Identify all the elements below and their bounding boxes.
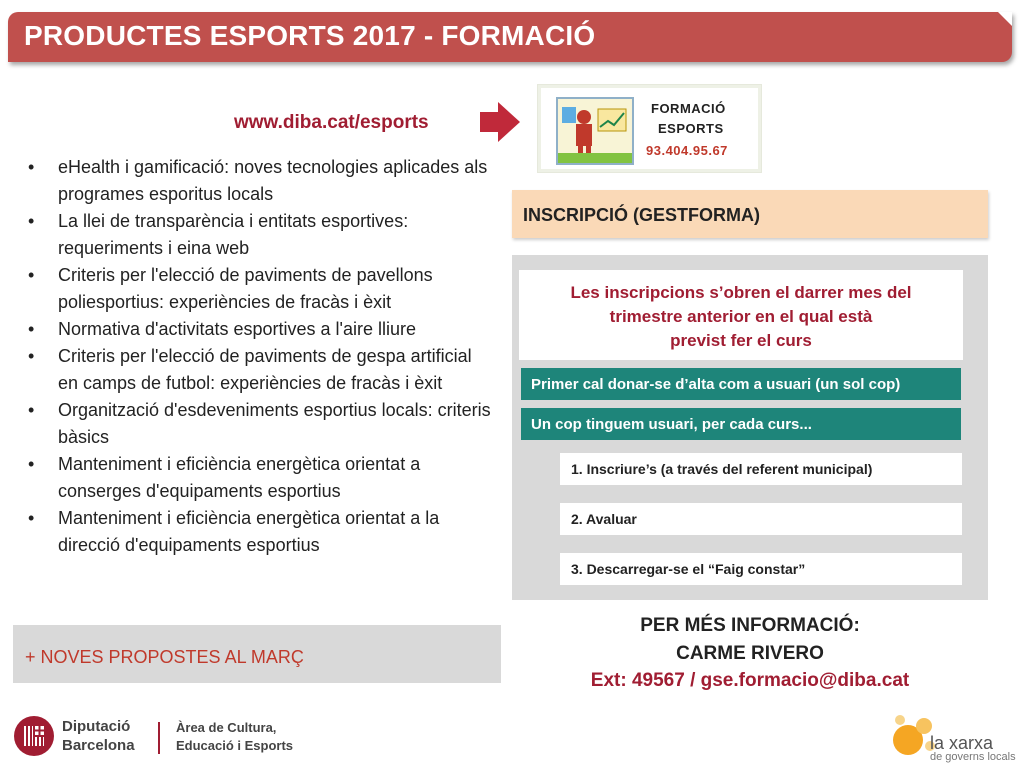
signup-step-bar [521, 368, 961, 400]
list-item: • eHealth i gamificació: noves tecnologies aplicades als programes esporitus locals [24, 154, 494, 208]
new-proposals-box [13, 625, 501, 683]
title-bar [8, 12, 1012, 62]
area-name-line-1: Àrea de Cultura, [176, 720, 277, 735]
list-item: • La llei de transparència i entitats esportives: requeriments i eina web [24, 208, 494, 262]
formacio-esports-logo [537, 84, 762, 173]
step-evaluate-label: 2. Avaluar [571, 511, 637, 527]
registration-heading: INSCRIPCIÓ (GESTFORMA) [523, 205, 760, 225]
website-link[interactable]: www.diba.cat/esports [234, 112, 429, 133]
org-name-line-2: Barcelona [62, 737, 135, 754]
right-arrow-icon [478, 100, 522, 144]
org-name-line-1: Diputació [62, 718, 131, 735]
network-subtitle: de governs locals [930, 751, 1016, 763]
list-item: • Criteris per l'elecció de paviments de pavellons poliesportius: experiències de fracàs i èxit [24, 262, 494, 316]
per-course-step-bar [521, 408, 961, 440]
signup-step-label: Primer cal donar-se d’alta com a usuari (un sol cop) [531, 376, 901, 393]
notice-line-1: Les inscripcions s’obren el darrer mes del [570, 283, 912, 302]
step-register [560, 453, 962, 485]
notice-line-2: trimestre anterior en el qual està [609, 307, 873, 326]
new-proposals-label: + NOVES PROPOSTES AL MARÇ [25, 647, 304, 667]
notice-line-3: previst fer el curs [670, 331, 812, 350]
per-course-step-label: Un cop tinguem usuari, per cada curs... [531, 416, 812, 433]
list-item: • Criteris per l'elecció de paviments de gespa artificial en camps de futbol: experiències de fracàs i èxit [24, 343, 494, 397]
list-item: • Manteniment i eficiència energètica orientat a la direcció d'equipaments esportius [24, 505, 494, 559]
info-title: PER MÉS INFORMACIÓ: [640, 615, 860, 636]
logo-line-2: ESPORTS [658, 121, 724, 136]
title-corner-cut [998, 12, 1012, 26]
footer-divider [158, 722, 160, 754]
step-certificate-label: 3. Descarregar-se el “Faig constar” [571, 561, 806, 577]
registration-notice [519, 270, 963, 360]
network-name: la xarxa [930, 733, 994, 753]
step-certificate [560, 553, 962, 585]
logo-phone: 93.404.95.67 [646, 143, 728, 158]
page-title: PRODUCTES ESPORTS 2017 - FORMACIÓ [24, 20, 596, 51]
contact-details[interactable]: Ext: 49567 / gse.formacio@diba.cat [590, 670, 910, 691]
area-name-line-2: Educació i Esports [176, 738, 294, 753]
registration-heading-bar [512, 190, 988, 238]
logo-line-1: FORMACIÓ [651, 101, 726, 116]
course-list [24, 154, 494, 559]
list-item: • Organització d'esdeveniments esportius locals: criteris bàsics [24, 397, 494, 451]
diputacio-seal-icon [12, 714, 56, 758]
step-register-label: 1. Inscriure’s (a través del referent municipal) [571, 461, 873, 477]
contact-name: CARME RIVERO [676, 643, 824, 664]
list-item: • Normativa d'activitats esportives a l'aire lliure [24, 316, 494, 343]
step-evaluate [560, 503, 962, 535]
logo-illustration-icon [556, 97, 634, 165]
list-item: • Manteniment i eficiència energètica orientat a conserges d'equipaments esportius [24, 451, 494, 505]
